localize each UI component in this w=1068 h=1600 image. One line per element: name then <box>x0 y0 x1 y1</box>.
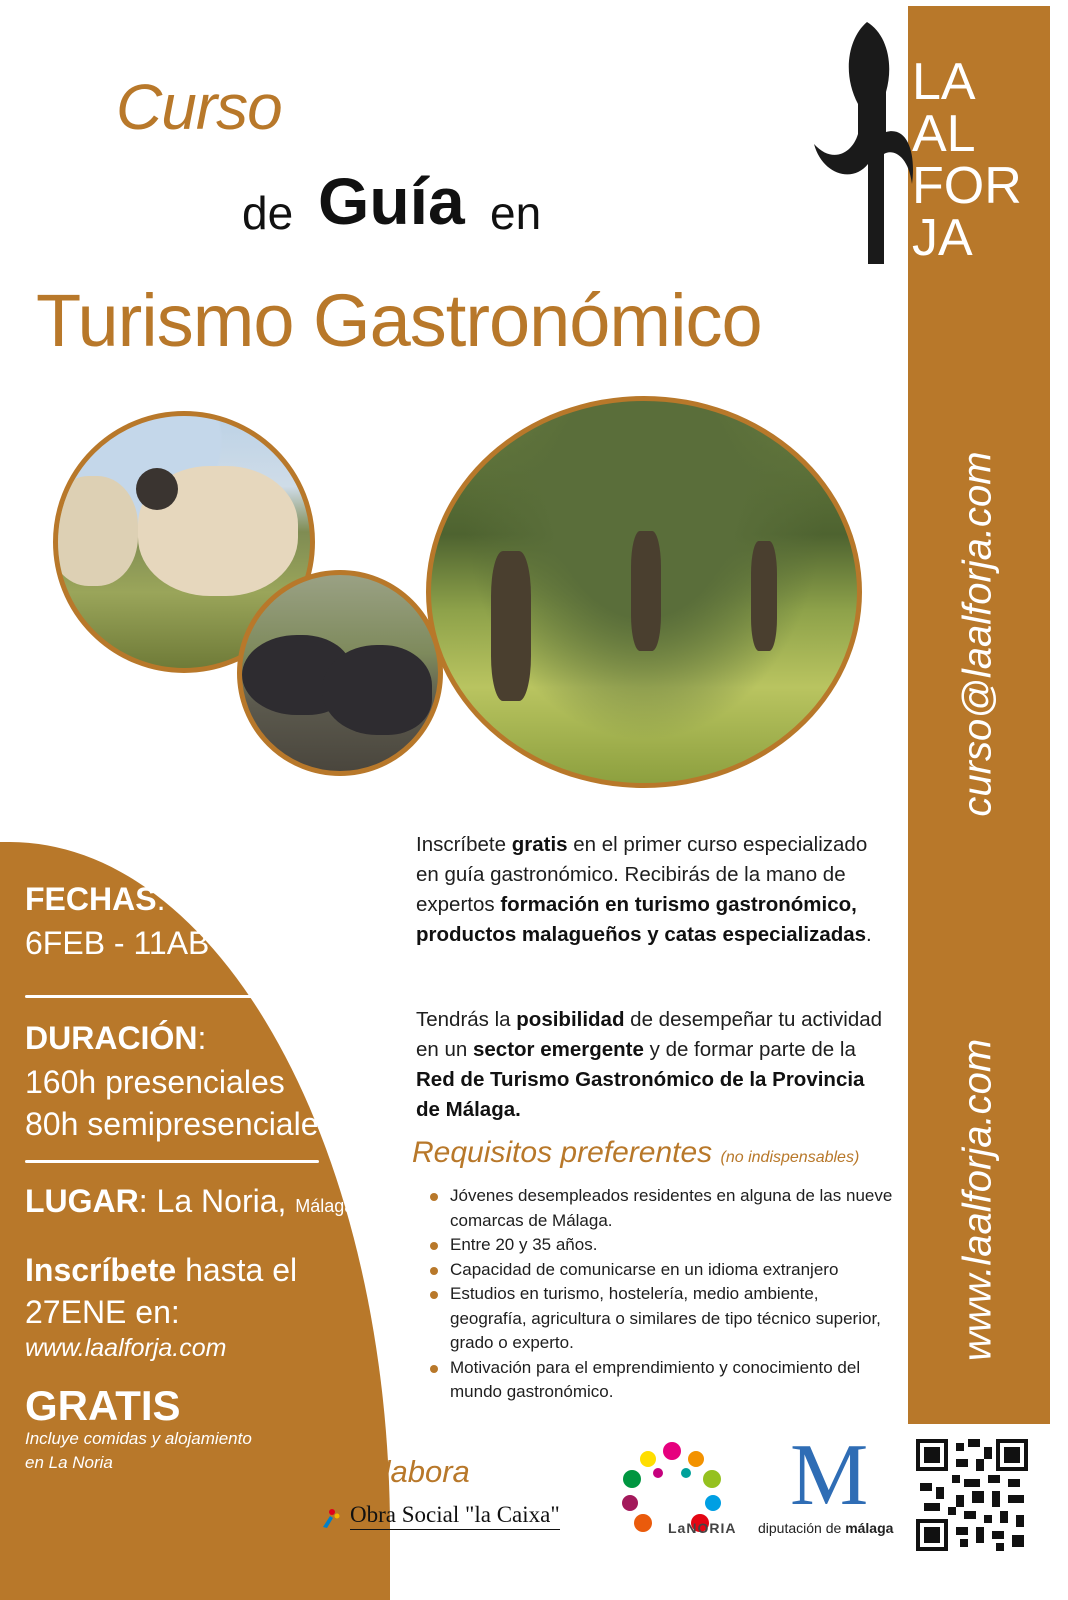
title-turismo-gastronomico: Turismo Gastronómico <box>36 279 762 362</box>
inscribete-url[interactable]: www.laalforja.com <box>25 1334 227 1362</box>
divider <box>25 1160 319 1163</box>
diputacion-logo-mark: M <box>790 1427 869 1524</box>
intro-paragraph-1 <box>416 830 891 950</box>
website-text: www.laalforja.com <box>955 1038 999 1362</box>
list-item: Motivación para el emprendimiento y conocimiento del mundo gastronómico. <box>426 1356 894 1405</box>
list-item: Entre 20 y 35 años. <box>426 1233 894 1258</box>
lugar-row: LUGAR: La Noria, Málaga <box>25 1183 355 1219</box>
inscribete-label: Inscríbete <box>25 1252 177 1288</box>
brand-line: FOR <box>912 157 1022 215</box>
duracion-semipresenciales: 80h semipresenciales <box>25 1106 335 1142</box>
inscribete-rest: hasta el <box>185 1252 298 1288</box>
requisitos-title: Requisitos preferentes (no indispensables) <box>412 1136 860 1169</box>
gratis-label: GRATIS <box>25 1382 181 1429</box>
intro-paragraph-2 <box>416 1005 891 1125</box>
intro-text-run: Inscríbete <box>416 833 512 856</box>
intro-text-run: sector emergente <box>473 1038 644 1061</box>
inscribete-row <box>25 1252 297 1289</box>
title-de: de <box>242 187 294 239</box>
list-item: Estudios en turismo, hostelería, medio ambiente, geografía, agricultura o similares de tipo técnico superior, grado o experto. <box>426 1282 894 1356</box>
intro-text-run: gratis <box>511 833 568 856</box>
list-item: Capacidad de comunicarse en un idioma extranjero <box>426 1258 894 1283</box>
la-caixa-logo: Obra Social "la Caixa" <box>350 1502 560 1530</box>
intro-text-run: formación en turismo gastronómico, productos malagueños y catas especializadas <box>416 893 867 946</box>
lugar-value: La Noria, <box>156 1183 287 1219</box>
la-alforja-logo-icon <box>812 14 920 264</box>
title-guia: Guía <box>318 164 465 238</box>
fechas-value: 6FEB - 11AB 2014 <box>25 925 290 961</box>
divider <box>25 995 319 998</box>
iberian-pigs-photo <box>237 570 443 776</box>
intro-text-run: . <box>866 923 872 946</box>
la-noria-text: LaNORIA <box>668 1520 737 1536</box>
title-curso: Curso <box>116 71 282 143</box>
intro-text-run: de desempeñar tu actividad en un <box>416 1008 883 1061</box>
incluye-note: Incluye comidas y alojamiento en La Noria <box>25 1429 252 1472</box>
requisitos-note: (no indispensables) <box>720 1149 860 1166</box>
duracion-presenciales: 160h presenciales <box>25 1064 285 1100</box>
fechas-heading: FECHAS: <box>25 881 166 917</box>
lugar-label: LUGAR <box>25 1183 139 1219</box>
olive-grove-photo <box>426 396 862 788</box>
intro-text-run: y de formar parte de la <box>643 1038 856 1061</box>
list-item: Jóvenes desempleados residentes en alguna de las nueve comarcas de Málaga. <box>426 1184 894 1233</box>
brand-line: LA <box>912 53 976 111</box>
requisitos-list <box>426 1184 894 1405</box>
duracion-heading: DURACIÓN: <box>25 1020 207 1056</box>
brand-wordmark <box>912 53 1022 267</box>
brand-line: JA <box>912 209 973 267</box>
email-text: curso@laalforja.com <box>955 451 999 817</box>
colabora-label: Colabora <box>344 1454 470 1489</box>
qr-code-icon[interactable] <box>916 1439 1028 1551</box>
lugar-city: Málaga <box>295 1196 355 1216</box>
inscribete-date: 27ENE en: <box>25 1294 180 1330</box>
intro-text-run: posibilidad <box>516 1008 625 1031</box>
diputacion-text: diputación de málaga <box>758 1520 894 1536</box>
brand-line: AL <box>912 105 976 163</box>
intro-text-run: Red de Turismo Gastronómico de la Provincia de Málaga. <box>416 1068 865 1121</box>
intro-text-run: Tendrás la <box>416 1008 517 1031</box>
title-en: en <box>490 187 542 239</box>
intro-text-run: en el primer curso especializado en guía gastronómico. Recibirás de la mano de expertos <box>416 833 868 916</box>
la-caixa-star-icon <box>321 1507 343 1529</box>
